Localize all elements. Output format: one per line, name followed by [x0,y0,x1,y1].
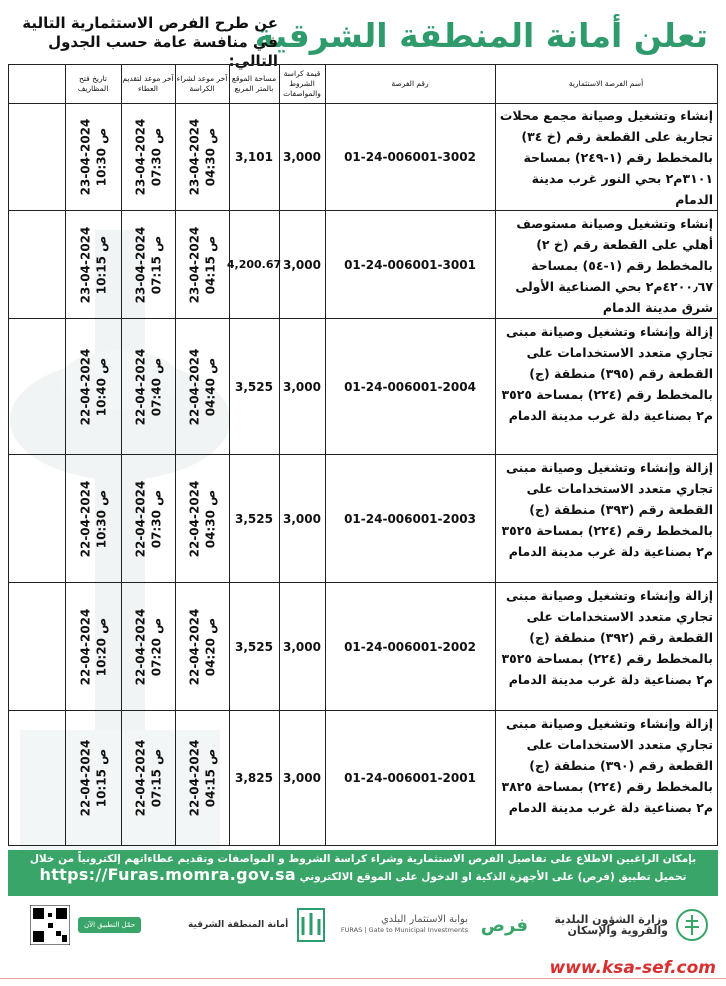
qr-code-icon [30,905,70,945]
site-area: 3,525 [235,639,273,654]
table-row [9,583,717,711]
purchase-deadline [175,211,229,318]
opportunity-number: 01-24-006001-2004 [344,379,476,394]
submit-time: 07:30 ص [149,489,164,548]
submit-deadline [121,103,175,210]
opportunity-number: 01-24-006001-2001 [344,771,476,785]
opening-date [65,319,121,454]
site-area: 4,200.67 [226,258,282,271]
submit-date: 22-04-2024 [133,608,148,685]
furas-name: فرص [480,914,528,936]
open-time: 10:40 ص [94,357,109,416]
purchase-deadline [175,103,229,210]
site-area: 3,101 [235,149,273,164]
opening-date [65,103,121,210]
qr-code [30,904,70,946]
opportunities-table [8,64,718,846]
opportunity-number: 01-24-006001-3001 [344,257,476,272]
furas-link[interactable]: https://Furas.momra.gov.sa [39,865,296,884]
open-date: 22-04-2024 [78,348,93,425]
amana-emblem-icon [294,905,328,945]
table-row [9,211,717,319]
open-date: 23-04-2024 [78,226,93,303]
portal-logo [341,904,468,946]
portal-name: بوابة الاستثمار البلدي [380,914,468,925]
palm-emblem-icon [674,907,710,943]
purchase-deadline [175,319,229,454]
site-area: 3,525 [235,511,273,526]
app-download-label: حمّل التطبيق الآن [78,917,141,933]
submit-date: 23-04-2024 [133,226,148,303]
header-opportunity-number: رقم الفرصة [391,79,429,88]
submit-date: 23-04-2024 [133,118,148,195]
booklet-price: 3,000 [283,379,321,394]
purchase-time: 04:15 ص [203,748,218,808]
header-opening-date: تاريخ فتح المظاريف [77,74,109,93]
submit-time: 07:40 ص [149,357,164,416]
open-time: 10:30 ص [94,127,109,186]
purchase-date: 22-04-2024 [187,348,202,425]
ministry-name: وزارة الشؤون البلدية والقروية والإسكان [554,913,668,937]
booklet-price: 3,000 [283,771,321,785]
submit-time: 07:15 ص [149,235,164,294]
site-area: 3,825 [235,771,273,785]
purchase-date: 22-04-2024 [187,608,202,685]
booklet-price: 3,000 [283,511,321,526]
site-area: 3,525 [235,379,273,394]
purchase-date: 23-04-2024 [187,226,202,303]
banner-line-1: بإمكان الراغبين الاطلاع على تفاصيل الفرص الاستثمارية وشراء كراسة الشروط و المواصفات وتقديم عطاءاتهم إلكترونياً من خلال [29,853,697,865]
purchase-time: 04:20 ص [203,617,218,676]
furas-logo [481,904,528,946]
submit-time: 07:20 ص [149,617,164,676]
submit-time: 07:15 ص [149,748,164,808]
amana-logo [188,904,328,946]
open-time: 10:30 ص [94,489,109,548]
bottom-divider [0,978,726,979]
purchase-deadline [175,583,229,710]
source-watermark-link[interactable]: www.ksa-sef.com [549,958,716,978]
purchase-date: 23-04-2024 [187,118,202,195]
opening-date [65,583,121,710]
page-subtitle [18,14,278,71]
header-opportunity-name: أسم الفرصة الاستثمارية [568,79,644,88]
submit-deadline [121,583,175,710]
submit-deadline [121,211,175,318]
booklet-price: 3,000 [283,149,321,164]
amana-name: أمانة المنطقة الشرقية [188,919,289,930]
open-time: 10:15 ص [94,748,109,808]
info-banner [8,850,718,896]
app-download-badge[interactable] [78,904,141,946]
open-date: 23-04-2024 [78,118,93,195]
purchase-time: 04:40 ص [203,357,218,416]
submit-deadline [121,319,175,454]
opportunity-number: 01-24-006001-3002 [344,149,476,164]
purchase-deadline [175,711,229,845]
opportunity-description: إنشاء وتشغيل وصيانة مجمع محلات تجارية على القطعة رقم (خ ٣٤) بالمخطط رقم (١-٢٤٩) بمساحة ٣١٠١م٢ بحي النور غرب مدينة الدمام [499,108,713,207]
table-row [9,455,717,583]
opportunity-description: إنشاء وتشغيل وصيانة مستوصف أهلي على القطعة رقم (خ ٢) بالمخطط رقم (١-٥٤) بمساحة ٤٢٠٠٫٦٧م٢ بحي الصناعية الأولى شرق مدينة الدمام [515,216,713,315]
page-title: تعلن أمانة المنطقة الشرقية [254,16,708,55]
booklet-price: 3,000 [283,257,321,272]
purchase-deadline [175,455,229,582]
opportunity-description: إزالة وإنشاء وتشغيل وصيانة مبنى تجاري متعدد الاستخدامات على القطعة رقم (٣٩٢) منطقة (ج) بالمخطط رقم (٢٢٤) بمساحة ٣٥٢٥ م٢ بصناعية دلة غرب مدينة الدمام [501,588,713,687]
submit-deadline [121,711,175,845]
purchase-time: 04:30 ص [203,127,218,186]
header-last-purchase: آخر موعد لشراء الكراسة [176,74,228,93]
opportunity-description: إزالة وإنشاء وتشغيل وصيانة مبنى تجاري متعدد الاستخدامات على القطعة رقم (٣٩٣) منطقة (ج) بالمخطط رقم (٢٢٤) بمساحة ٣٥٢٥ م٢ بصناعية دلة غرب مدينة الدمام [501,460,713,559]
purchase-time: 04:30 ص [203,489,218,548]
open-time: 10:15 ص [94,235,109,294]
banner-line-2: تحميل تطبيق (فرص) على الأجهزة الذكية او الدخول على الموقع الالكتروني [299,871,687,883]
header-booklet-price: قيمة كراسة الشروط والمواصفات [283,69,321,98]
subtitle-line-1: عن طرح الفرص الاستثمارية التالية [22,14,278,32]
submit-date: 22-04-2024 [133,739,148,817]
header [8,8,718,70]
open-time: 10:20 ص [94,617,109,676]
submit-date: 22-04-2024 [133,480,148,557]
opening-date [65,455,121,582]
opportunity-description: إزالة وإنشاء وتشغيل وصيانة مبنى تجاري متعدد الاستخدامات على القطعة رقم (٣٩٥) منطقة (ج) بالمخطط رقم (٢٢٤) بمساحة ٣٥٢٥ م٢ بصناعية دلة غرب مدينة الدمام [501,324,713,423]
purchase-time: 04:15 ص [203,235,218,294]
opportunity-description: إزالة وإنشاء وتشغيل وصيانة مبنى تجاري متعدد الاستخدامات على القطعة رقم (٣٩٠) منطقة (ج) بالمخطط رقم (٢٢٤) بمساحة ٣٨٢٥ م٢ بصناعية دلة غرب مدينة الدمام [501,716,713,815]
table-row [9,319,717,455]
opportunity-number: 01-24-006001-2003 [344,511,476,526]
booklet-price: 3,000 [283,639,321,654]
table-row [9,103,717,211]
open-date: 22-04-2024 [78,608,93,685]
ministry-logo [554,904,710,946]
open-date: 22-04-2024 [78,480,93,557]
purchase-date: 22-04-2024 [187,480,202,557]
submit-time: 07:30 ص [149,127,164,186]
portal-tagline: FURAS | Gate to Municipal Investments [340,926,468,934]
purchase-date: 22-04-2024 [187,739,202,817]
table-header [9,65,717,104]
opening-date [65,711,121,845]
subtitle-line-2: في منافسة عامة حسب الجدول التالي: [48,33,278,70]
footer-logos [8,900,718,950]
submit-deadline [121,455,175,582]
opening-date [65,211,121,318]
submit-date: 22-04-2024 [133,348,148,425]
header-last-submit: آخر موعد لتقديم العطاء [122,74,174,93]
table-row [9,711,717,845]
opportunity-number: 01-24-006001-2002 [344,639,476,654]
header-area: مساحة الموقع بالمتر المربع [231,74,277,93]
open-date: 22-04-2024 [78,739,93,817]
